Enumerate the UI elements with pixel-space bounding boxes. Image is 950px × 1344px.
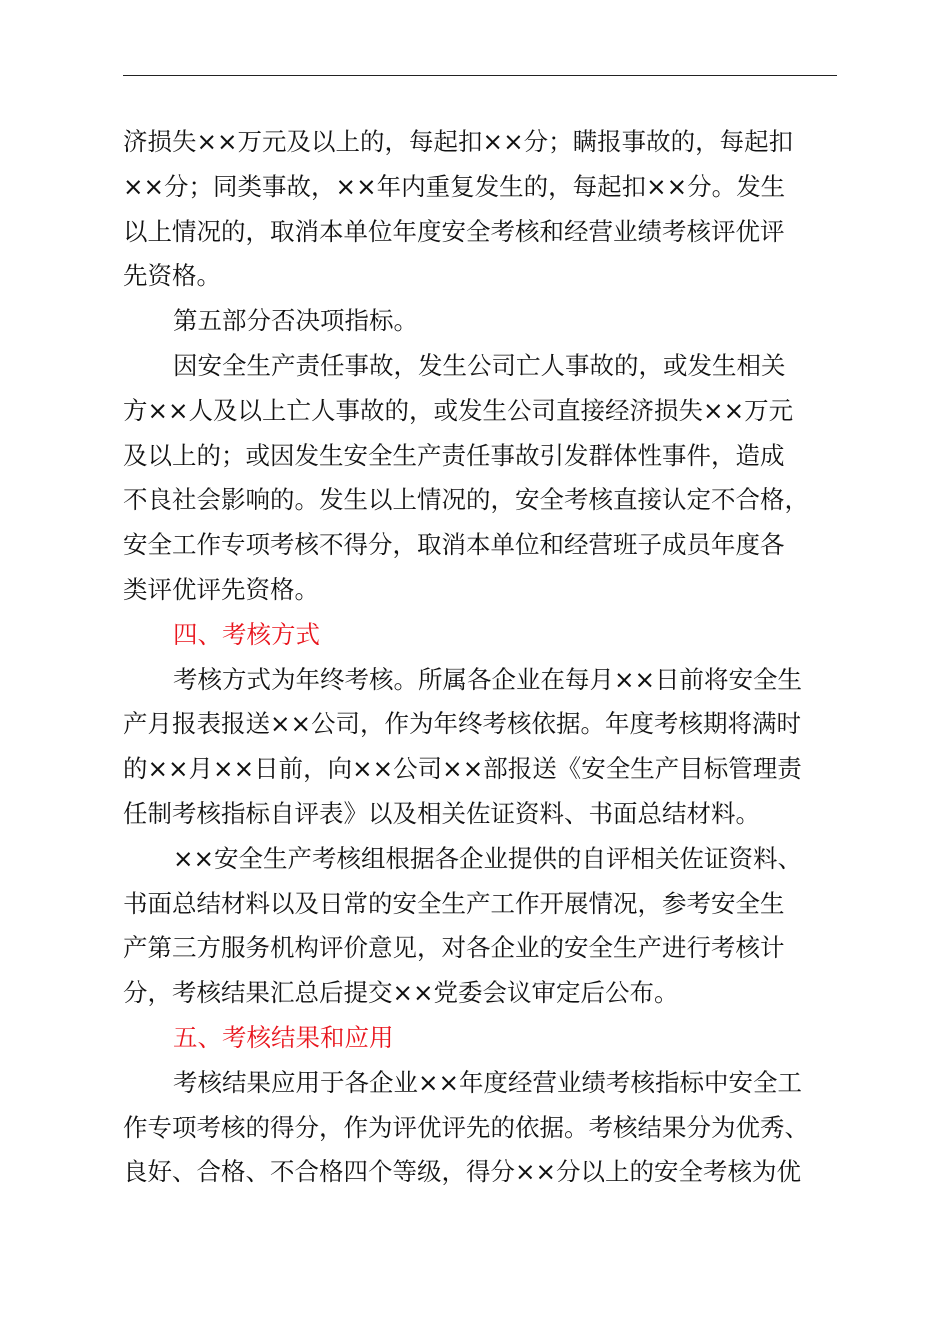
body-line: 作专项考核的得分，作为评优评先的依据。考核结果分为优秀、 [123,1112,809,1142]
body-line: 良好、合格、不合格四个等级，得分××分以上的安全考核为优 [123,1157,802,1187]
section-heading: 五、考核结果和应用 [173,1022,394,1052]
body-line: 以上情况的，取消本单位年度安全考核和经营业绩考核评优评 [123,216,785,246]
body-line: 的××月××日前，向××公司××部报送《安全生产目标管理责 [123,754,802,784]
body-line: 产第三方服务机构评价意见，对各企业的安全生产进行考核计 [123,933,785,963]
body-line: 书面总结材料以及日常的安全生产工作开展情况，参考安全生 [123,888,785,918]
body-line: 类评优评先资格。 [123,574,319,604]
body-line: ××分；同类事故，××年内重复发生的，每起扣××分。发生 [123,171,786,201]
body-line: 考核结果应用于各企业××年度经营业绩考核指标中安全工 [173,1067,803,1097]
section-heading: 四、考核方式 [173,619,320,649]
document-body [123,120,839,1195]
body-line: 考核方式为年终考核。所属各企业在每月××日前将安全生 [173,664,803,694]
body-line: 及以上的；或因发生安全生产责任事故引发群体性事件，造成 [123,440,785,470]
body-line: 方××人及以上亡人事故的，或发生公司直接经济损失××万元 [123,395,794,425]
body-line: 不良社会影响的。发生以上情况的，安全考核直接认定不合格， [123,485,809,515]
body-line: 第五部分否决项指标。 [173,306,418,336]
body-line: 产月报表报送××公司，作为年终考核依据。年度考核期将满时 [123,709,802,739]
body-line: 济损失××万元及以上的，每起扣××分；瞒报事故的，每起扣 [123,127,794,156]
body-line: 分，考核结果汇总后提交××党委会议审定后公布。 [123,978,679,1008]
header-rule [123,75,837,76]
body-line: 先资格。 [123,261,221,291]
body-line: 任制考核指标自评表》以及相关佐证资料、书面总结材料。 [123,798,760,828]
body-line: 因安全生产责任事故，发生公司亡人事故的，或发生相关 [173,350,786,380]
body-line: ××安全生产考核组根据各企业提供的自评相关佐证资料、 [173,843,803,873]
body-line: 安全工作专项考核不得分，取消本单位和经营班子成员年度各 [123,530,785,560]
